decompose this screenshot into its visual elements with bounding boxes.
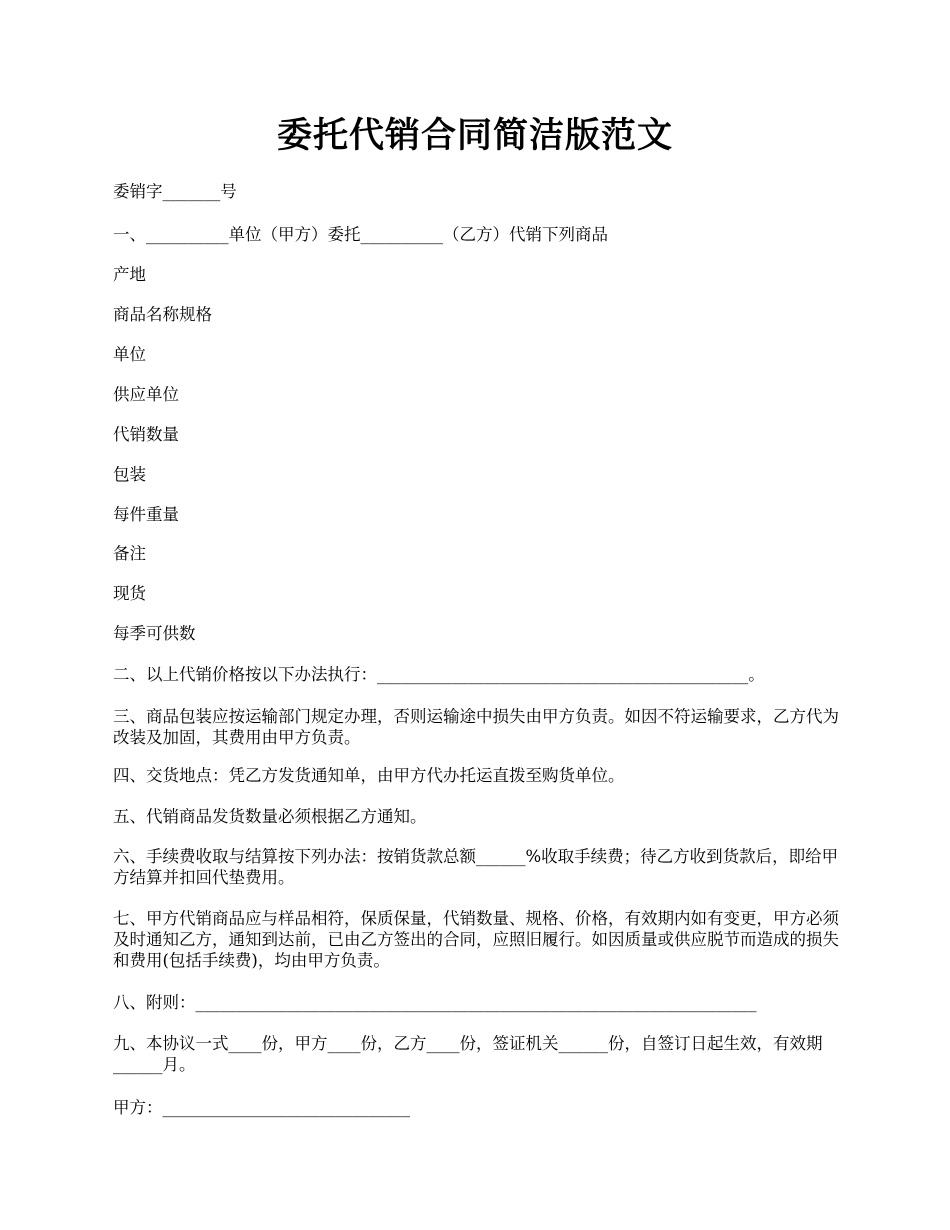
- document-title: 委托代销合同简洁版范文: [276, 115, 673, 156]
- clause-3-packaging: 三、商品包装应按运输部门规定办理，否则运输途中损失由甲方负责。如因不符运输要求，乙方代为改装及加固，其费用由甲方负责。: [113, 707, 839, 747]
- clause-9-copies: 九、本协议一式____份，甲方____份，乙方____份，签证机关______份，自签订日起生效，有效期______月。: [113, 1034, 823, 1074]
- item-supplier: 供应单位: [113, 385, 179, 404]
- clause-2-pricing: 二、以上代销价格按以下办法执行：_____________________________________________。: [113, 665, 765, 684]
- clause-7-quality: 七、甲方代销商品应与样品相符，保质保量，代销数量、规格、价格，有效期内如有变更，甲方必须及时通知乙方，通知到达前，已由乙方签出的合同，应照旧履行。如因质量或供应脱节而造成的损失和费用(包括手续费)，均由甲方负责。: [113, 909, 839, 970]
- clause-1-entrust: 一、__________单位（甲方）委托__________（乙方）代销下列商品: [113, 225, 608, 244]
- contract-number-line: 委销字_______号: [113, 182, 237, 201]
- item-product-name-spec: 商品名称规格: [113, 305, 212, 324]
- item-origin: 产地: [113, 265, 146, 284]
- item-quantity: 代销数量: [113, 425, 179, 444]
- item-remarks: 备注: [113, 544, 146, 563]
- item-weight: 每件重量: [113, 505, 179, 524]
- item-quarterly-supply: 每季可供数: [113, 624, 196, 643]
- clause-8-appendix: 八、附则：____________________________________________________________________: [113, 993, 757, 1012]
- item-unit: 单位: [113, 345, 146, 364]
- clause-4-delivery: 四、交货地点：凭乙方发货通知单，由甲方代办托运直拨至购货单位。: [113, 766, 625, 785]
- clause-5-shipment: 五、代销商品发货数量必须根据乙方通知。: [113, 807, 427, 826]
- item-packaging: 包装: [113, 465, 146, 484]
- item-in-stock: 现货: [113, 584, 146, 603]
- party-a-signature: 甲方：______________________________: [113, 1098, 410, 1117]
- clause-6-fees: 六、手续费收取与结算按下列办法：按销货款总额______%收取手续费；待乙方收到货款后，即给甲方结算并扣回代垫费用。: [113, 847, 839, 887]
